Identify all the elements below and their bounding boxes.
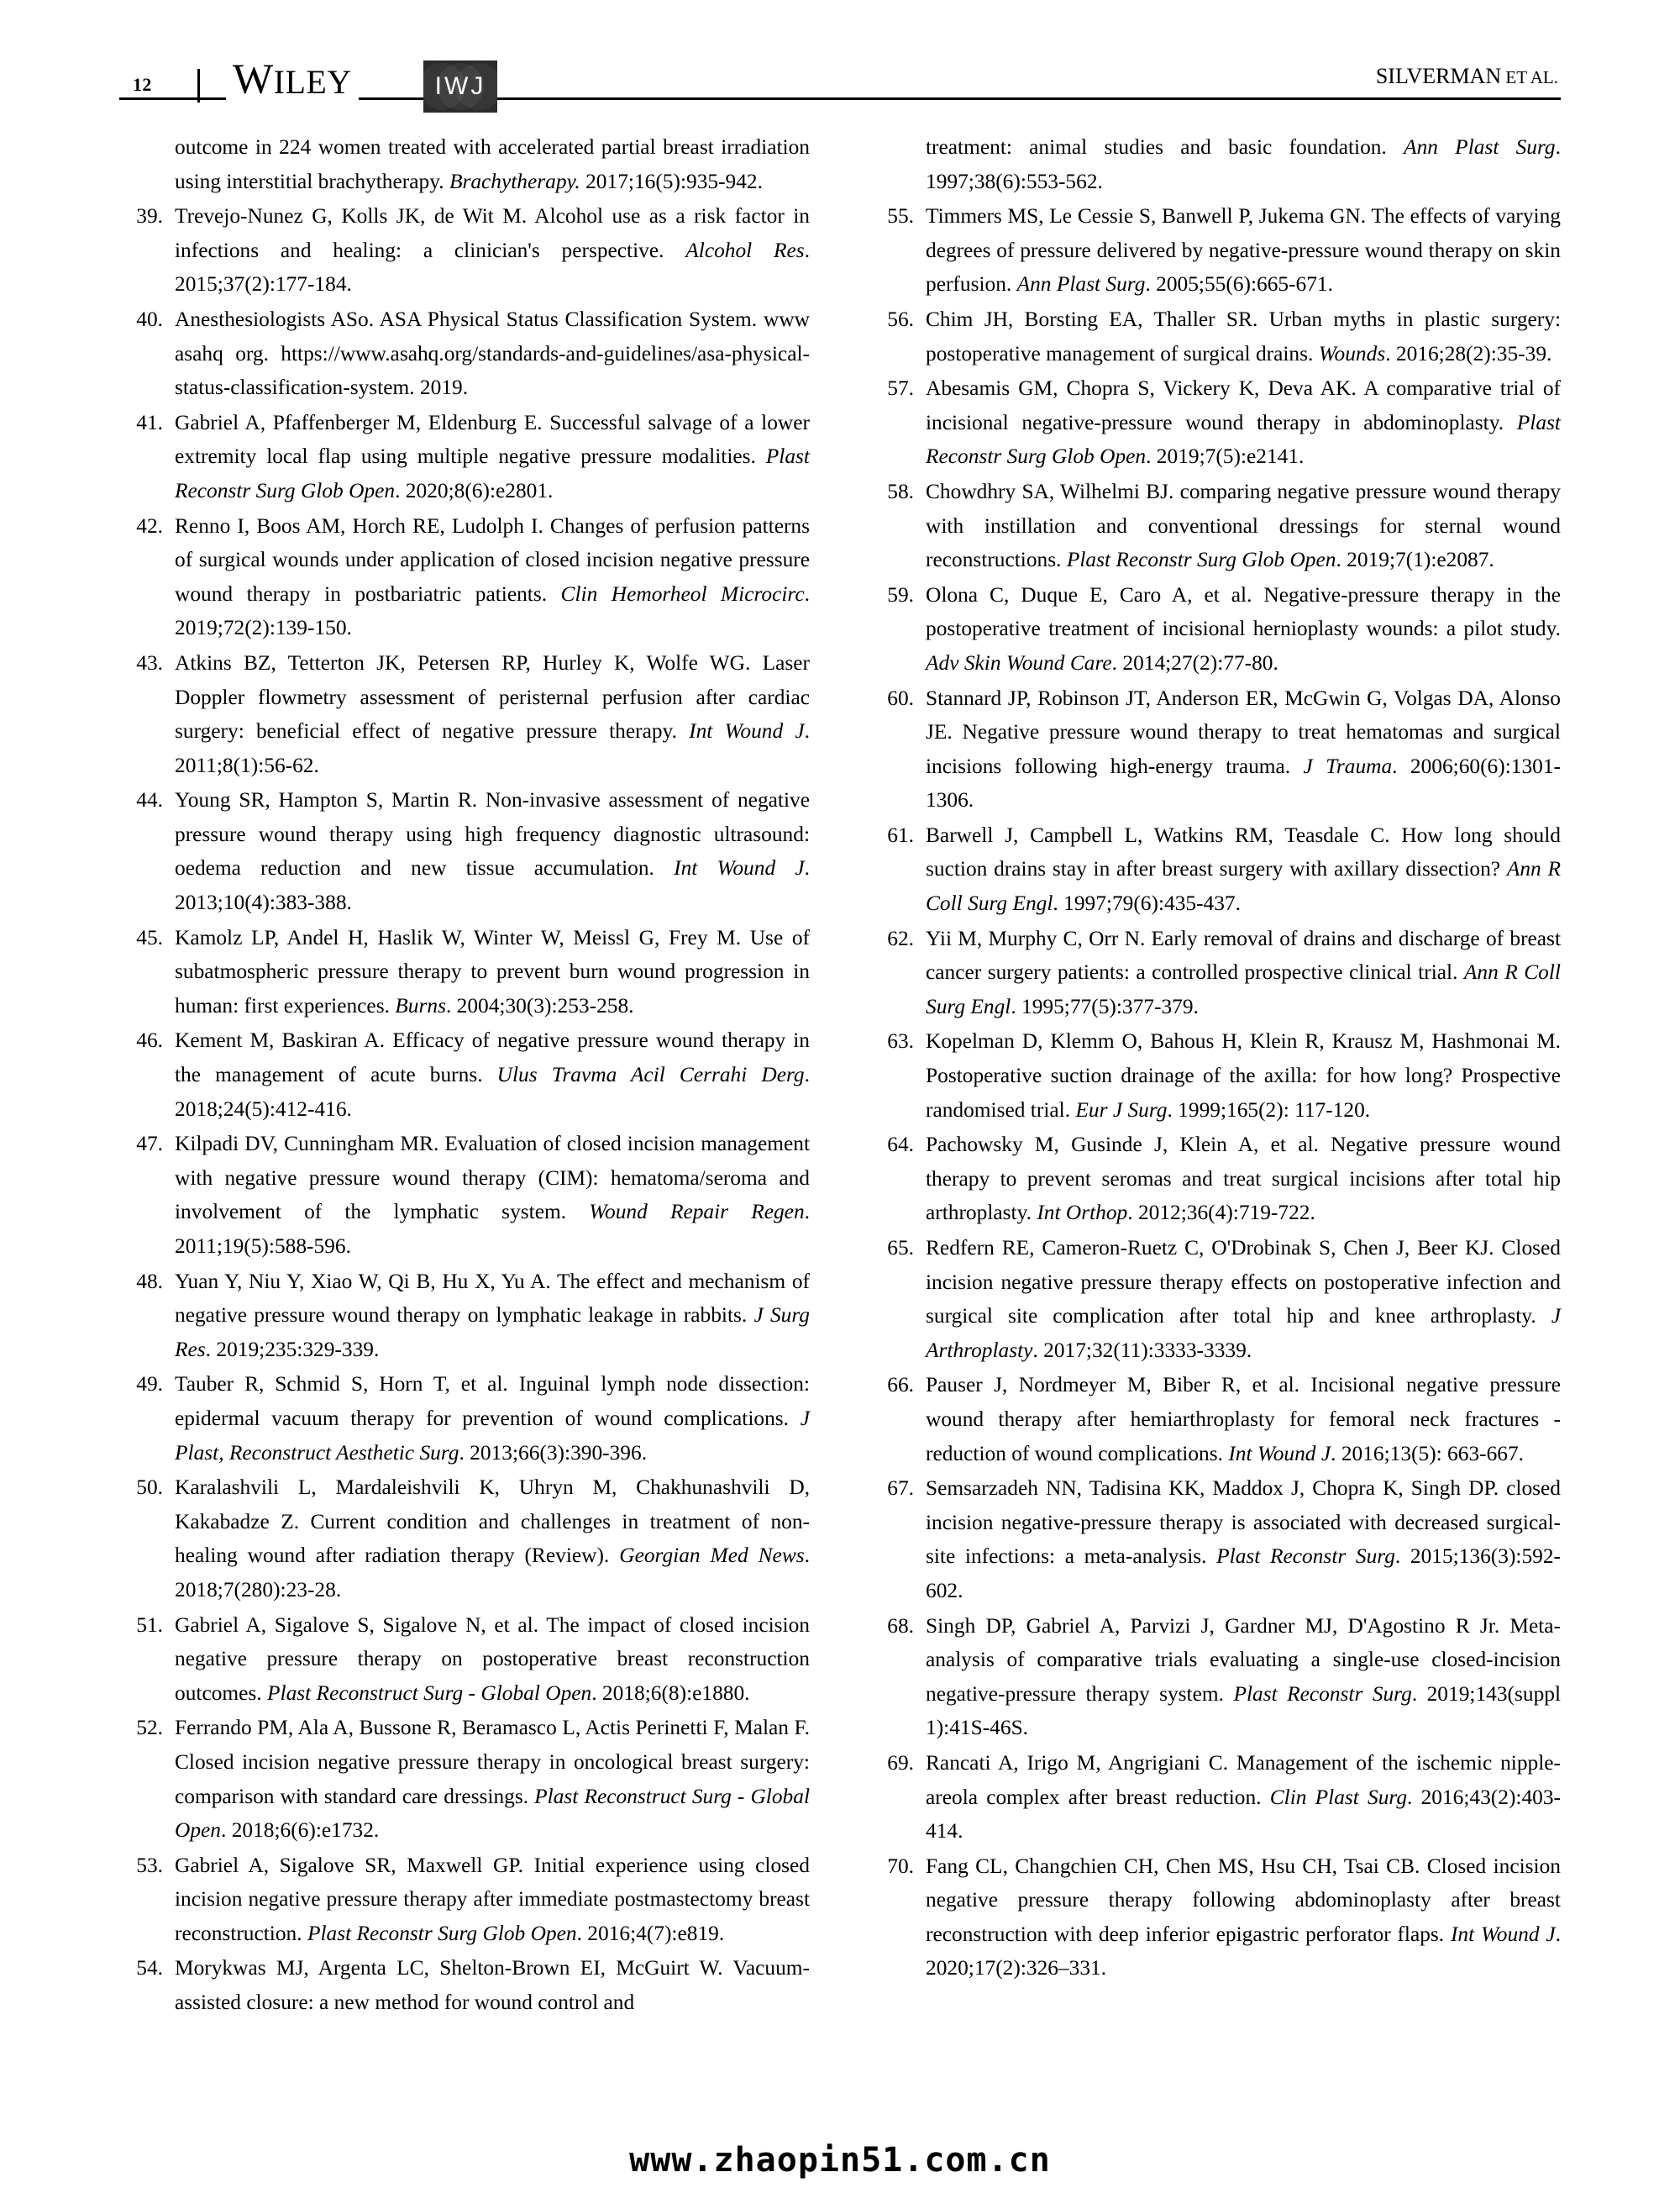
reference-entry <box>119 1470 810 1607</box>
running-head-etal-text: ET AL. <box>1505 67 1558 87</box>
reference-entry <box>870 1128 1561 1230</box>
reference-journal-title: Int Wound J <box>674 856 805 881</box>
reference-citation: . 2017;32(11):3333-3339. <box>1032 1338 1252 1362</box>
reference-text: Stannard JP, Robinson JT, Anderson ER, McGwin G, Volgas DA, Alonso JE. Negative pressure wound therapy to treat hematomas and surgical incisions following high-energy trauma. <box>926 686 1561 778</box>
reference-journal-title: Ann R Coll Surg Engl <box>926 857 1561 916</box>
reference-text: Trevejo-Nunez G, Kolls JK, de Wit M. Alcohol use as a risk factor in infections and healing: a clinician's perspective. <box>175 204 810 262</box>
reference-number: 48. <box>136 1269 163 1293</box>
reference-number: 63. <box>887 1029 914 1054</box>
continued-reference <box>119 130 810 198</box>
reference-journal-title: Adv Skin Wound Care <box>926 650 1112 675</box>
reference-citation: . 2016;28(2):35-39. <box>1385 341 1552 366</box>
reference-text: Barwell J, Campbell L, Watkins RM, Teasdale C. How long should suction drains stay in after breast surgery with axillary dissection? <box>926 823 1561 881</box>
reference-text: Yuan Y, Niu Y, Xiao W, Qi B, Hu X, Yu A. The effect and mechanism of negative pressure wound therapy on lymphatic leakage in rabbits. <box>175 1269 810 1328</box>
reference-number: 44. <box>136 788 163 813</box>
reference-text: Tauber R, Schmid S, Horn T, et al. Inguinal lymph node dissection: epidermal vacuum therapy for prevention of wound complications. <box>175 1372 810 1430</box>
reference-citation: . 2014;27(2):77-80. <box>1111 650 1278 675</box>
reference-text: Singh DP, Gabriel A, Parvizi J, Gardner MJ, D'Agostino R Jr. Meta-analysis of comparative trials evaluating a single-use closed-incision negative-pressure therapy system. <box>926 1613 1561 1706</box>
reference-journal-title: Plast Reconstr Surg Glob Open <box>1066 548 1336 572</box>
reference-entry <box>870 1471 1561 1607</box>
reference-citation: . 2019;7(1):e2087. <box>1336 548 1494 572</box>
reference-number: 52. <box>136 1716 163 1740</box>
reference-journal-title: J Arthroplasty <box>926 1304 1561 1362</box>
running-head <box>119 50 1561 103</box>
reference-entry <box>870 818 1561 921</box>
reference-entry <box>870 1231 1561 1367</box>
running-head-author-name: SILVERMAN <box>1375 64 1502 88</box>
reference-journal-title: Wounds <box>1318 341 1386 366</box>
reference-journal-title: Wound Repair Regen <box>589 1200 805 1224</box>
reference-number: 60. <box>887 686 914 710</box>
reference-entry <box>870 371 1561 474</box>
reference-journal-title: Eur J Surg <box>1075 1097 1168 1122</box>
header-divider <box>197 69 200 103</box>
reference-journal-title: Alcohol Res <box>685 238 805 262</box>
reference-entry <box>119 1951 810 2019</box>
reference-entry <box>119 921 810 1023</box>
reference-entry <box>870 199 1561 302</box>
reference-entry <box>119 1608 810 1711</box>
reference-entry <box>119 1367 810 1470</box>
reference-entry <box>119 406 810 508</box>
reference-citation: . 2012;36(4):719-722. <box>1127 1201 1315 1225</box>
reference-journal-title: Ann R Coll Surg Engl <box>926 960 1561 1018</box>
journal-logo-label: IWJ <box>434 72 486 100</box>
reference-text: Kement M, Baskiran A. Efficacy of negative pressure wound therapy in the management of acute burns. <box>175 1028 810 1087</box>
reference-text: Chowdhry SA, Wilhelmi BJ. comparing negative pressure wound therapy with instillation and conventional dressings for sternal wound reconstructions. <box>926 479 1561 572</box>
journal-logo <box>423 60 497 113</box>
reference-citation: . 2016;43(2):403-414. <box>926 1785 1562 1843</box>
reference-citation: . 2019;7(5):e2141. <box>1146 444 1305 469</box>
reference-citation: . 2018;6(8):e1880. <box>591 1680 750 1705</box>
reference-citation: . 2016;13(5): 663-667. <box>1331 1441 1525 1465</box>
reference-entry <box>119 783 810 919</box>
reference-citation: . 2019;143(suppl 1):41S-46S. <box>926 1681 1562 1740</box>
reference-journal-title: Plast Reconstr Surg <box>1216 1544 1395 1569</box>
reference-text: Anesthesiologists ASo. ASA Physical Status Classification System. www asahq org. https://www.asahq.org/standards-and-guidelines/asa-physical-status-classification-system. 2019. <box>175 307 810 400</box>
reference-number: 65. <box>887 1236 914 1260</box>
reference-journal-title: Clin Hemorheol Microcirc <box>560 581 805 606</box>
reference-citation: . 2004;30(3):253-258. <box>445 993 634 1018</box>
continued-reference-citation: 2017;16(5):935-942. <box>580 169 763 193</box>
reference-columns <box>119 130 1561 2021</box>
reference-journal-title: Ulus Travma Acil Cerrahi Derg <box>496 1063 805 1087</box>
reference-journal-title: Clin Plast Surg <box>1269 1785 1408 1809</box>
reference-entry <box>870 1849 1561 1985</box>
reference-text: Semsarzadeh NN, Tadisina KK, Maddox J, Chopra K, Singh DP. closed incision negative-pressure therapy is associated with decreased surgical-site infections: a meta-analysis. <box>926 1476 1561 1569</box>
reference-citation: . 2016;4(7):e819. <box>576 1921 725 1945</box>
reference-entry <box>119 509 810 645</box>
reference-citation: . 1997;79(6):435-437. <box>1053 891 1241 916</box>
reference-number: 55. <box>887 204 914 229</box>
continued-reference-citation: . 1997;38(6):553-562. <box>926 135 1561 193</box>
reference-entry <box>870 681 1561 818</box>
reference-entry <box>870 302 1561 371</box>
reference-journal-title: Int Wound J <box>689 719 805 744</box>
reference-entry <box>870 1609 1561 1745</box>
reference-citation: . 2006;60(6):1301-1306. <box>926 754 1562 813</box>
reference-number: 62. <box>887 926 914 950</box>
reference-journal-title: Int Wound J <box>1450 1922 1556 1946</box>
reference-journal-title: J Plast, Reconstruct Aesthetic Surg <box>175 1406 810 1465</box>
reference-number: 41. <box>136 410 163 434</box>
reference-number: 47. <box>136 1132 163 1156</box>
reference-entry <box>119 646 810 782</box>
reference-text: Gabriel A, Sigalove SR, Maxwell GP. Initial experience using closed incision negative pressure therapy after immediate postmastectomy breast reconstruction. <box>175 1853 810 1945</box>
reference-journal-title: Plast Reconstr Surg Glob Open <box>307 1921 577 1945</box>
continued-reference-journal: Brachytherapy. <box>449 169 580 193</box>
reference-number: 51. <box>136 1612 163 1637</box>
reference-number: 45. <box>136 925 163 949</box>
reference-text: Ferrando PM, Ala A, Bussone R, Beramasco L, Actis Perinetti F, Malan F. Closed incision negative pressure therapy in oncological breast surgery: comparison with standard care dressings. <box>175 1716 810 1808</box>
reference-text: Karalashvili L, Mardaleishvili K, Uhryn M, Chakhunashvili D, Kakabadze Z. Current condition and challenges in treatment of non-healing wound after radiation therapy (Review). <box>175 1475 810 1568</box>
reference-citation: . 2020;8(6):e2801. <box>395 478 554 502</box>
reference-journal-title: Plast Reconstruct Surg - Global Open <box>267 1680 592 1705</box>
reference-entry <box>870 1368 1561 1470</box>
reference-entry <box>119 302 810 405</box>
reference-citation: . 2018;24(5):412-416. <box>175 1063 810 1121</box>
reference-text: Renno I, Boos AM, Horch RE, Ludolph I. Changes of perfusion patterns of surgical wounds under application of closed incision negative pressure wound therapy in postbariatric patients. <box>175 513 810 606</box>
reference-entry <box>119 1127 810 1263</box>
right-reference-list <box>870 199 1561 1985</box>
reference-text: Abesamis GM, Chopra S, Vickery K, Deva AK. A comparative trial of incisional negative-pressure wound therapy in abdominoplasty. <box>926 376 1561 434</box>
reference-number: 50. <box>136 1475 163 1500</box>
reference-entry <box>119 1023 810 1126</box>
reference-citation: . 2018;6(6):e1732. <box>221 1818 380 1843</box>
reference-number: 69. <box>887 1750 914 1775</box>
reference-number: 67. <box>887 1476 914 1501</box>
reference-citation: . 2011;8(1):56-62. <box>175 719 810 777</box>
reference-text: Kilpadi DV, Cunningham MR. Evaluation of closed incision management with negative pressure wound therapy (CIM): hematoma/seroma and involvement of the lymphatic system. <box>175 1132 810 1224</box>
publisher-wordmark-rest: ILEY <box>273 63 352 101</box>
continued-reference-text: outcome in 224 women treated with accelerated partial breast irradiation using interstitial brachytherapy. <box>175 135 810 193</box>
reference-entry <box>119 1849 810 1951</box>
reference-journal-title: Plast Reconstr Surg Glob Open <box>175 444 810 502</box>
running-head-authors <box>1364 62 1558 92</box>
page-number: 12 <box>133 74 152 95</box>
reference-citation: . 1995;77(5):377-379. <box>1011 994 1199 1018</box>
right-column <box>870 130 1561 2021</box>
reference-number: 66. <box>887 1373 914 1397</box>
reference-citation: . 2005;55(6):665-671. <box>1145 272 1333 297</box>
reference-text: Rancati A, Irigo M, Angrigiani C. Management of the ischemic nipple-areola complex after breast reduction. <box>926 1750 1561 1809</box>
publisher-wordmark <box>226 56 359 106</box>
reference-journal-title: Plast Reconstruct Surg - Global Open <box>175 1784 810 1843</box>
reference-text: Timmers MS, Le Cessie S, Banwell P, Jukema GN. The effects of varying degrees of pressure delivered by negative-pressure wound therapy on skin perfusion. <box>926 204 1561 297</box>
footer-watermark: www.zhaopin51.com.cn <box>629 2141 1051 2180</box>
continued-reference-journal: Ann Plast Surg <box>1404 135 1556 159</box>
reference-number: 54. <box>136 1956 163 1980</box>
reference-citation: . 2019;235:329-339. <box>205 1337 380 1361</box>
left-column <box>119 130 810 2021</box>
reference-citation: . 2015;136(3):592-602. <box>926 1544 1562 1602</box>
reference-text: Atkins BZ, Tetterton JK, Petersen RP, Hurley K, Wolfe WG. Laser Doppler flowmetry assessment of peristernal perfusion after cardiac surgery: beneficial effect of negative pressure therapy. <box>175 650 810 744</box>
reference-entry <box>870 1024 1561 1127</box>
reference-entry <box>870 475 1561 577</box>
continued-reference-text: treatment: animal studies and basic foundation. <box>926 135 1404 159</box>
reference-entry <box>119 199 810 302</box>
reference-entry <box>870 922 1561 1024</box>
reference-citation: . 2013;10(4):383-388. <box>175 856 810 915</box>
reference-journal-title: J Surg Res <box>175 1303 810 1361</box>
reference-citation: . 1999;165(2): 117-120. <box>1167 1097 1371 1122</box>
reference-number: 58. <box>887 479 914 503</box>
reference-number: 57. <box>887 376 914 401</box>
reference-citation: . 2018;7(280):23-28. <box>175 1544 811 1602</box>
reference-text: Pachowsky M, Gusinde J, Klein A, et al. Negative pressure wound therapy to prevent seromas and treat surgical incisions after total hip arthroplasty. <box>926 1133 1561 1225</box>
left-reference-list <box>119 199 810 2019</box>
reference-citation: . 2015;37(2):177-184. <box>175 238 811 297</box>
reference-citation: . 2013;66(3):390-396. <box>459 1440 648 1465</box>
reference-text: Yii M, Murphy C, Orr N. Early removal of drains and discharge of breast cancer surgery patients: a controlled prospective clinical trial. <box>926 926 1561 985</box>
reference-number: 46. <box>136 1028 163 1053</box>
reference-text: Redfern RE, Cameron-Ruetz C, O'Drobinak S, Chen J, Beer KJ. Closed incision negative pressure therapy effects on postoperative infection and surgical site complication after total hip and knee arthroplasty. <box>926 1236 1561 1328</box>
reference-entry <box>119 1265 810 1367</box>
reference-journal-title: Plast Reconstr Surg Glob Open <box>926 410 1561 469</box>
reference-text: Gabriel A, Pfaffenberger M, Eldenburg E. Successful salvage of a lower extremity local flap using multiple negative pressure modalities. <box>175 410 810 469</box>
reference-number: 61. <box>887 823 914 847</box>
publisher-wordmark-initial: W <box>233 56 274 103</box>
reference-text: Fang CL, Changchien CH, Chen MS, Hsu CH, Tsai CB. Closed incision negative pressure therapy following abdominoplasty after breast reconstruction with deep inferior epigastric perforator flaps. <box>926 1854 1561 1946</box>
reference-number: 64. <box>887 1133 914 1157</box>
reference-number: 49. <box>136 1372 163 1396</box>
reference-number: 59. <box>887 582 914 607</box>
reference-text: Pauser J, Nordmeyer M, Biber R, et al. Incisional negative pressure wound therapy after hemiarthroplasty for femoral neck fractures - reduction of wound complications. <box>926 1373 1561 1465</box>
reference-number: 39. <box>136 204 163 229</box>
continued-reference <box>870 130 1561 198</box>
reference-number: 70. <box>887 1854 914 1878</box>
reference-citation: . 2011;19(5):588-596. <box>175 1200 810 1258</box>
reference-number: 56. <box>887 307 914 331</box>
reference-text: Young SR, Hampton S, Martin R. Non-invasive assessment of negative pressure wound therapy using high frequency diagnostic ultrasound: oedema reduction and new tissue accumulation. <box>175 788 810 881</box>
reference-text: Kopelman D, Klemm O, Bahous H, Klein R, Krausz M, Hashmonai M. Postoperative suction drainage of the axilla: for how long? Prospective randomised trial. <box>926 1029 1561 1122</box>
reference-number: 43. <box>136 650 163 675</box>
reference-citation: . 2020;17(2):326–331. <box>926 1922 1561 1980</box>
reference-journal-title: J Trauma <box>1303 754 1393 778</box>
reference-journal-title: Int Orthop <box>1037 1201 1128 1225</box>
reference-number: 68. <box>887 1613 914 1638</box>
reference-text: Kamolz LP, Andel H, Haslik W, Winter W, Meissl G, Frey M. Use of subatmospheric pressure therapy to prevent burn wound progression in human: first experiences. <box>175 925 810 1018</box>
reference-entry <box>870 1746 1561 1849</box>
reference-entry <box>119 1711 810 1847</box>
reference-number: 40. <box>136 307 163 331</box>
reference-text: Olona C, Duque E, Caro A, et al. Negative-pressure therapy in the postoperative treatment of incisional hernioplasty wounds: a pilot study. <box>926 582 1561 641</box>
reference-journal-title: Plast Reconstr Surg <box>1233 1681 1412 1706</box>
reference-text: Gabriel A, Sigalove S, Sigalove N, et al. The impact of closed incision negative pressure therapy on postoperative breast reconstruction outcomes. <box>175 1612 810 1705</box>
reference-number: 53. <box>136 1853 163 1877</box>
reference-text: Chim JH, Borsting EA, Thaller SR. Urban myths in plastic surgery: postoperative management of surgical drains. <box>926 307 1561 366</box>
reference-journal-title: Burns <box>395 993 446 1018</box>
reference-text: Morykwas MJ, Argenta LC, Shelton-Brown EI, McGuirt W. Vacuum-assisted closure: a new method for wound control and <box>175 1956 810 2015</box>
reference-journal-title: Ann Plast Surg <box>1016 272 1146 297</box>
reference-journal-title: Georgian Med News <box>619 1544 805 1568</box>
reference-citation: . 2019;72(2):139-150. <box>175 581 810 640</box>
reference-journal-title: Int Wound J <box>1228 1441 1331 1465</box>
reference-number: 42. <box>136 513 163 538</box>
reference-entry <box>870 578 1561 681</box>
